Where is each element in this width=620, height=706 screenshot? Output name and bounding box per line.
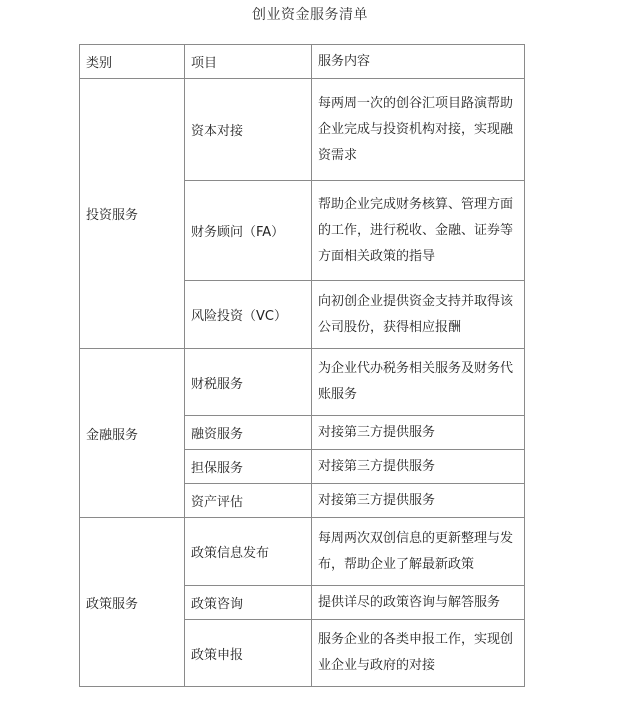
item-cell: 财务顾问（FA） [185,181,312,281]
description-cell: 对接第三方提供服务 [312,416,525,450]
description-cell: 对接第三方提供服务 [312,450,525,484]
header-item: 项目 [185,45,312,79]
item-cell: 政策申报 [185,620,312,687]
category-finance: 金融服务 [80,349,185,518]
description-cell: 帮助企业完成财务核算、管理方面的工作，进行税收、金融、证券等方面相关政策的指导 [312,181,525,281]
description-cell: 向初创企业提供资金支持并取得该公司股份，获得相应报酬 [312,281,525,349]
category-policy: 政策服务 [80,518,185,687]
document-title: 创业资金服务清单 [252,7,368,23]
item-cell: 融资服务 [185,416,312,450]
description-cell: 每周两次双创信息的更新整理与发布，帮助企业了解最新政策 [312,518,525,586]
category-investment: 投资服务 [80,79,185,349]
table-row [80,518,525,586]
header-category: 类别 [80,45,185,79]
description-cell: 服务企业的各类申报工作，实现创业企业与政府的对接 [312,620,525,687]
item-cell: 政策咨询 [185,586,312,620]
item-cell: 财税服务 [185,349,312,416]
description-cell: 提供详尽的政策咨询与解答服务 [312,586,525,620]
item-cell: 资本对接 [185,79,312,181]
table-header-row [80,45,525,79]
item-cell: 政策信息发布 [185,518,312,586]
item-cell: 担保服务 [185,450,312,484]
item-cell: 资产评估 [185,484,312,518]
header-description: 服务内容 [312,45,525,79]
description-cell: 每两周一次的创谷汇项目路演帮助企业完成与投资机构对接，实现融资需求 [312,79,525,181]
item-cell: 风险投资（VC） [185,281,312,349]
description-cell: 对接第三方提供服务 [312,484,525,518]
table-row [80,349,525,416]
service-table [79,44,525,687]
description-cell: 为企业代办税务相关服务及财务代账服务 [312,349,525,416]
table-row [80,79,525,181]
